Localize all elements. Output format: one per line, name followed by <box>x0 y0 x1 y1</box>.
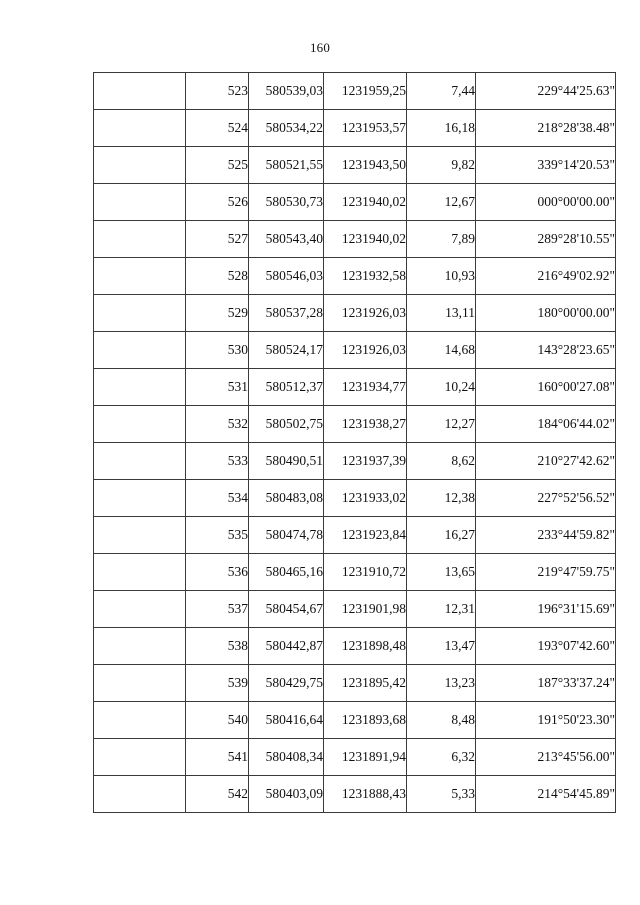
x-coordinate-cell: 580442,87 <box>249 628 324 665</box>
angle-cell: 187°33'37.24" <box>476 665 616 702</box>
table-row <box>94 406 616 443</box>
point-number-cell: 539 <box>186 665 249 702</box>
angle-cell: 227°52'56.52" <box>476 480 616 517</box>
coordinates-table-body <box>94 73 616 813</box>
point-number-cell: 541 <box>186 739 249 776</box>
empty-cell <box>94 147 186 184</box>
x-coordinate-cell: 580521,55 <box>249 147 324 184</box>
y-coordinate-cell: 1231895,42 <box>324 665 407 702</box>
x-coordinate-cell: 580530,73 <box>249 184 324 221</box>
empty-cell <box>94 184 186 221</box>
table-row <box>94 332 616 369</box>
angle-cell: 339°14'20.53" <box>476 147 616 184</box>
x-coordinate-cell: 580403,09 <box>249 776 324 813</box>
angle-cell: 216°49'02.92" <box>476 258 616 295</box>
table-row <box>94 369 616 406</box>
y-coordinate-cell: 1231932,58 <box>324 258 407 295</box>
y-coordinate-cell: 1231933,02 <box>324 480 407 517</box>
table-row <box>94 702 616 739</box>
table-row <box>94 776 616 813</box>
point-number-cell: 536 <box>186 554 249 591</box>
empty-cell <box>94 628 186 665</box>
y-coordinate-cell: 1231937,39 <box>324 443 407 480</box>
empty-cell <box>94 702 186 739</box>
empty-cell <box>94 110 186 147</box>
empty-cell <box>94 406 186 443</box>
distance-cell: 13,23 <box>407 665 476 702</box>
x-coordinate-cell: 580537,28 <box>249 295 324 332</box>
angle-cell: 196°31'15.69" <box>476 591 616 628</box>
empty-cell <box>94 776 186 813</box>
x-coordinate-cell: 580534,22 <box>249 110 324 147</box>
table-row <box>94 665 616 702</box>
table-row <box>94 73 616 110</box>
x-coordinate-cell: 580512,37 <box>249 369 324 406</box>
x-coordinate-cell: 580429,75 <box>249 665 324 702</box>
angle-cell: 143°28'23.65" <box>476 332 616 369</box>
y-coordinate-cell: 1231940,02 <box>324 184 407 221</box>
empty-cell <box>94 295 186 332</box>
table-row <box>94 554 616 591</box>
y-coordinate-cell: 1231926,03 <box>324 295 407 332</box>
distance-cell: 12,31 <box>407 591 476 628</box>
table-row <box>94 739 616 776</box>
point-number-cell: 540 <box>186 702 249 739</box>
y-coordinate-cell: 1231893,68 <box>324 702 407 739</box>
coordinates-table <box>93 72 616 813</box>
table-row <box>94 295 616 332</box>
y-coordinate-cell: 1231926,03 <box>324 332 407 369</box>
empty-cell <box>94 665 186 702</box>
table-row <box>94 110 616 147</box>
y-coordinate-cell: 1231923,84 <box>324 517 407 554</box>
table-row <box>94 628 616 665</box>
x-coordinate-cell: 580465,16 <box>249 554 324 591</box>
table-row <box>94 184 616 221</box>
distance-cell: 12,38 <box>407 480 476 517</box>
table-row <box>94 258 616 295</box>
point-number-cell: 529 <box>186 295 249 332</box>
point-number-cell: 533 <box>186 443 249 480</box>
x-coordinate-cell: 580543,40 <box>249 221 324 258</box>
point-number-cell: 525 <box>186 147 249 184</box>
distance-cell: 13,47 <box>407 628 476 665</box>
empty-cell <box>94 73 186 110</box>
point-number-cell: 528 <box>186 258 249 295</box>
distance-cell: 10,93 <box>407 258 476 295</box>
angle-cell: 184°06'44.02" <box>476 406 616 443</box>
x-coordinate-cell: 580546,03 <box>249 258 324 295</box>
empty-cell <box>94 517 186 554</box>
distance-cell: 10,24 <box>407 369 476 406</box>
x-coordinate-cell: 580502,75 <box>249 406 324 443</box>
empty-cell <box>94 554 186 591</box>
empty-cell <box>94 443 186 480</box>
table-row <box>94 480 616 517</box>
page-number: 160 <box>309 40 331 55</box>
angle-cell: 219°47'59.75" <box>476 554 616 591</box>
empty-cell <box>94 480 186 517</box>
y-coordinate-cell: 1231943,50 <box>324 147 407 184</box>
angle-cell: 191°50'23.30" <box>476 702 616 739</box>
distance-cell: 12,67 <box>407 184 476 221</box>
empty-cell <box>94 332 186 369</box>
distance-cell: 8,62 <box>407 443 476 480</box>
y-coordinate-cell: 1231953,57 <box>324 110 407 147</box>
y-coordinate-cell: 1231938,27 <box>324 406 407 443</box>
angle-cell: 214°54'45.89" <box>476 776 616 813</box>
x-coordinate-cell: 580539,03 <box>249 73 324 110</box>
table-row <box>94 443 616 480</box>
angle-cell: 229°44'25.63" <box>476 73 616 110</box>
distance-cell: 16,27 <box>407 517 476 554</box>
y-coordinate-cell: 1231891,94 <box>324 739 407 776</box>
x-coordinate-cell: 580490,51 <box>249 443 324 480</box>
distance-cell: 5,33 <box>407 776 476 813</box>
table-row <box>94 591 616 628</box>
angle-cell: 000°00'00.00" <box>476 184 616 221</box>
empty-cell <box>94 591 186 628</box>
x-coordinate-cell: 580483,08 <box>249 480 324 517</box>
y-coordinate-cell: 1231901,98 <box>324 591 407 628</box>
x-coordinate-cell: 580408,34 <box>249 739 324 776</box>
empty-cell <box>94 258 186 295</box>
point-number-cell: 523 <box>186 73 249 110</box>
point-number-cell: 531 <box>186 369 249 406</box>
y-coordinate-cell: 1231934,77 <box>324 369 407 406</box>
angle-cell: 289°28'10.55" <box>476 221 616 258</box>
table-row <box>94 147 616 184</box>
empty-cell <box>94 739 186 776</box>
table-row <box>94 221 616 258</box>
y-coordinate-cell: 1231940,02 <box>324 221 407 258</box>
distance-cell: 13,11 <box>407 295 476 332</box>
distance-cell: 7,89 <box>407 221 476 258</box>
distance-cell: 6,32 <box>407 739 476 776</box>
x-coordinate-cell: 580416,64 <box>249 702 324 739</box>
angle-cell: 233°44'59.82" <box>476 517 616 554</box>
table-row <box>94 517 616 554</box>
point-number-cell: 538 <box>186 628 249 665</box>
angle-cell: 210°27'42.62" <box>476 443 616 480</box>
x-coordinate-cell: 580524,17 <box>249 332 324 369</box>
distance-cell: 12,27 <box>407 406 476 443</box>
angle-cell: 213°45'56.00" <box>476 739 616 776</box>
angle-cell: 218°28'38.48" <box>476 110 616 147</box>
x-coordinate-cell: 580474,78 <box>249 517 324 554</box>
x-coordinate-cell: 580454,67 <box>249 591 324 628</box>
point-number-cell: 534 <box>186 480 249 517</box>
y-coordinate-cell: 1231959,25 <box>324 73 407 110</box>
point-number-cell: 537 <box>186 591 249 628</box>
point-number-cell: 524 <box>186 110 249 147</box>
distance-cell: 9,82 <box>407 147 476 184</box>
empty-cell <box>94 369 186 406</box>
empty-cell <box>94 221 186 258</box>
point-number-cell: 535 <box>186 517 249 554</box>
angle-cell: 160°00'27.08" <box>476 369 616 406</box>
y-coordinate-cell: 1231888,43 <box>324 776 407 813</box>
distance-cell: 16,18 <box>407 110 476 147</box>
distance-cell: 14,68 <box>407 332 476 369</box>
point-number-cell: 527 <box>186 221 249 258</box>
point-number-cell: 532 <box>186 406 249 443</box>
y-coordinate-cell: 1231910,72 <box>324 554 407 591</box>
angle-cell: 180°00'00.00" <box>476 295 616 332</box>
point-number-cell: 542 <box>186 776 249 813</box>
point-number-cell: 526 <box>186 184 249 221</box>
distance-cell: 13,65 <box>407 554 476 591</box>
angle-cell: 193°07'42.60" <box>476 628 616 665</box>
point-number-cell: 530 <box>186 332 249 369</box>
distance-cell: 8,48 <box>407 702 476 739</box>
y-coordinate-cell: 1231898,48 <box>324 628 407 665</box>
distance-cell: 7,44 <box>407 73 476 110</box>
